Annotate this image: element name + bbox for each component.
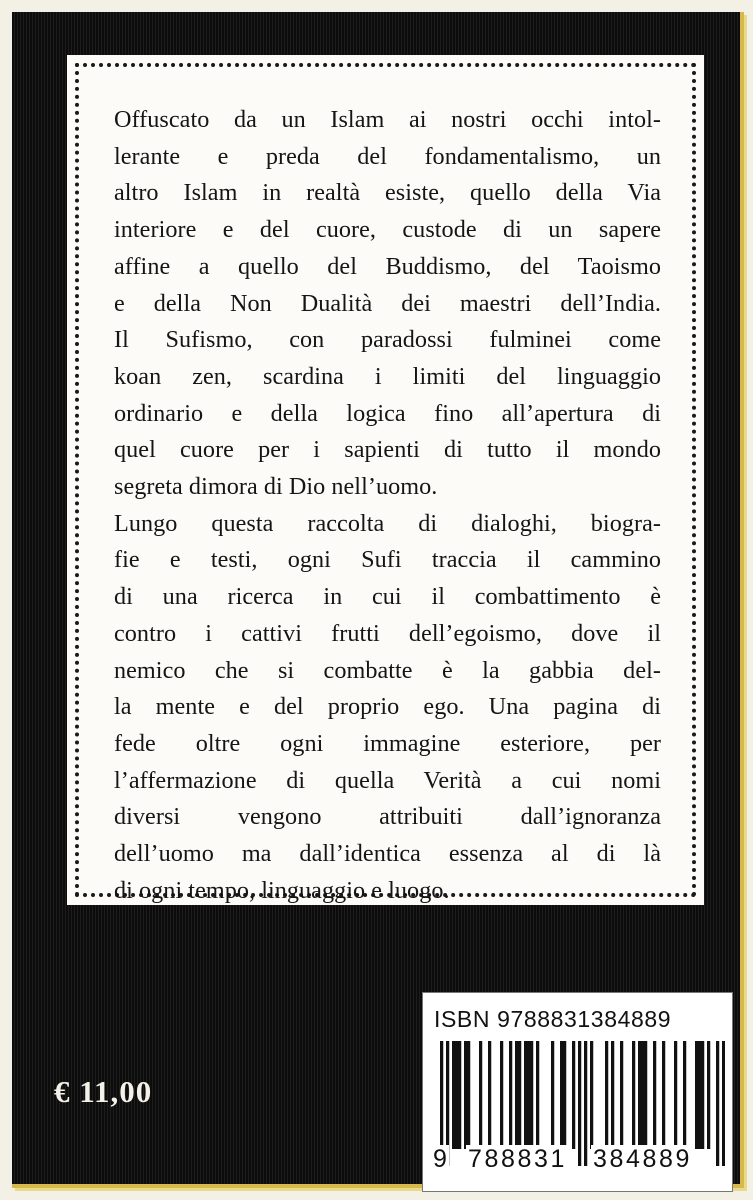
blurb-line: contro i cattivi frutti dell’egoismo, dove il <box>114 619 661 647</box>
barcode-digits <box>431 1123 726 1183</box>
blurb-line: fede oltre ogni immagine esteriore, per <box>114 729 661 757</box>
blurb-line: koan zen, scardina i limiti del linguaggio <box>114 362 661 390</box>
blurb-line: altro Islam in realtà esiste, quello della Via <box>114 179 661 207</box>
blurb-line: e della Non Dualità dei maestri dell’India. <box>114 289 661 317</box>
blurb-line: interiore e del cuore, custode di un sapere <box>114 216 661 244</box>
isbn-label: ISBN 9788831384889 <box>434 1006 672 1032</box>
blurb-line: nemico che si combatte è la gabbia del- <box>114 656 661 684</box>
blurb-line: fie e testi, ogni Sufi traccia il cammino <box>114 546 661 574</box>
barcode-digits-right: 384889 <box>593 1145 693 1173</box>
blurb-line: Il Sufismo, con paradossi fulminei come <box>114 326 661 354</box>
blurb-line: Offuscato da un Islam ai nostri occhi intol- <box>114 106 661 133</box>
blurb-line: affine a quello del Buddismo, del Taoismo <box>114 252 661 280</box>
blurb-line: segreta dimora di Dio nell’uomo. <box>114 473 438 501</box>
book-back-cover <box>12 12 744 1188</box>
blurb-line: lerante e preda del fondamentalismo, un <box>114 142 661 170</box>
blurb-line: la mente e del proprio ego. Una pagina di <box>114 693 661 721</box>
blurb-line: ordinario e della logica fino all’apertura di <box>114 399 661 427</box>
blurb-text <box>114 102 661 909</box>
blurb-line: l’affermazione di quella Verità a cui nomi <box>114 766 661 794</box>
blurb-line: di ogni tempo, linguaggio e luogo. <box>114 876 450 904</box>
blurb-line: quel cuore per i sapienti di tutto il mondo <box>114 436 661 464</box>
blurb-line: di una ricerca in cui il combattimento è <box>114 583 661 611</box>
price-label: € 11,00 <box>54 1074 153 1109</box>
blurb-panel <box>67 55 704 905</box>
blurb-line: dell’uomo ma dall’identica essenza al di là <box>114 840 661 868</box>
blurb-line: Lungo questa raccolta di dialoghi, biogra- <box>114 509 661 537</box>
barcode-panel <box>422 992 733 1192</box>
barcode-digits-left: 788831 <box>468 1145 568 1173</box>
blurb-line: diversi vengono attribuiti dall’ignoranza <box>114 803 661 831</box>
barcode-digit-first: 9 <box>433 1145 447 1173</box>
